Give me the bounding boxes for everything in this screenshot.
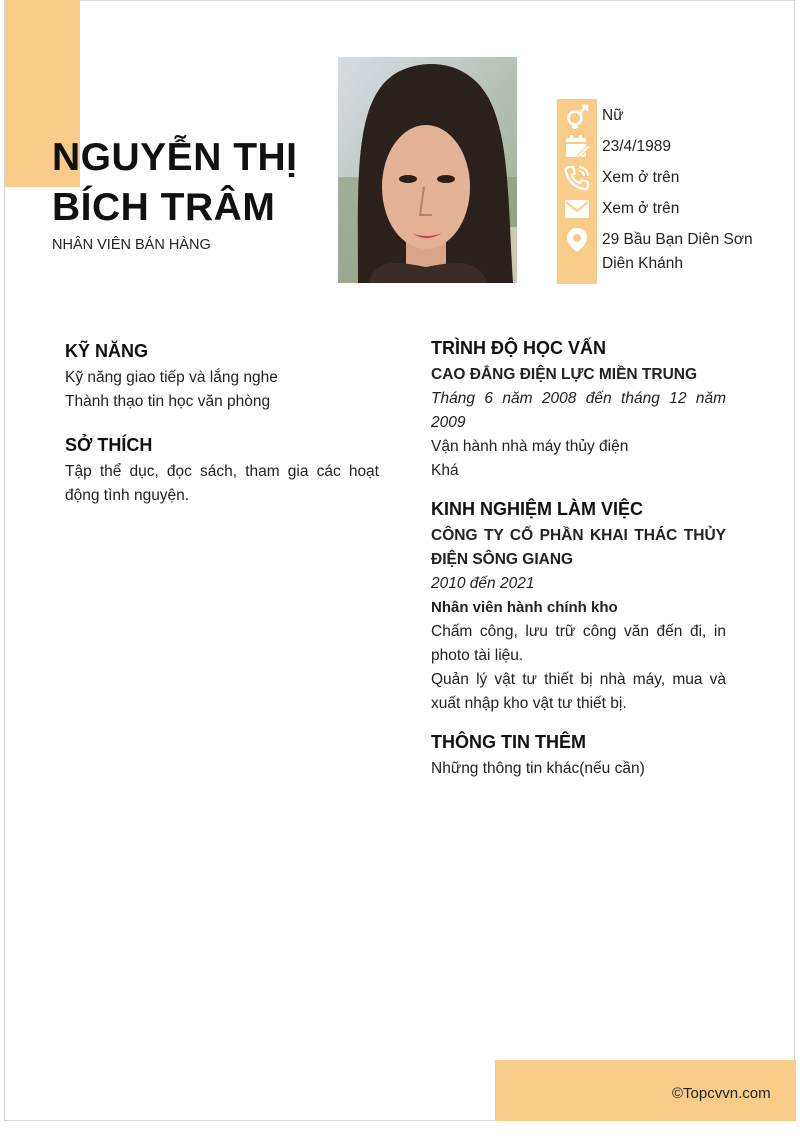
gender-icon <box>563 102 591 130</box>
experience-duty-1: Chấm công, lưu trữ công văn đến đi, in photo tài liệu. <box>431 623 726 664</box>
name-line-2: BÍCH TRÂM <box>52 186 276 229</box>
education-title: TRÌNH ĐỘ HỌC VẤN <box>431 338 606 358</box>
address-line-2: Diên Khánh <box>602 255 684 272</box>
address-line-1: 29 Bầu Bạn Diên Sơn <box>602 231 753 248</box>
hobbies-title: SỞ THÍCH <box>65 435 153 455</box>
contact-email: Xem ở trên <box>602 200 680 217</box>
extra-info-text: Những thông tin khác(nếu cần) <box>431 760 645 777</box>
experience-title: KINH NGHIỆM LÀM VIỆC <box>431 499 644 519</box>
calendar-icon <box>563 133 591 161</box>
contact-birthday: 23/4/1989 <box>602 138 671 155</box>
contact-address <box>602 228 782 276</box>
profile-photo <box>338 57 517 283</box>
education-grade: Khá <box>431 462 459 479</box>
hobbies-text: Tập thể dục, đọc sách, tham gia các hoạt động tình nguyện. <box>65 463 379 504</box>
name-line-1: NGUYỄN THỊ <box>52 136 298 179</box>
education-major: Vận hành nhà máy thủy điện <box>431 438 629 455</box>
skills-list <box>65 366 380 414</box>
copyright-text: ©Topcvvn.com <box>672 1085 771 1102</box>
experience-company: CÔNG TY CỔ PHẦN KHAI THÁC THỦY ĐIỆN SÔNG GIANG <box>431 527 726 568</box>
candidate-name <box>52 133 352 233</box>
education-period: Tháng 6 năm 2008 đến tháng 12 năm 2009 <box>431 390 726 431</box>
contact-phone: Xem ở trên <box>602 169 680 186</box>
contact-gender: Nữ <box>602 107 624 124</box>
skill-item: Thành thạo tin học văn phòng <box>65 393 271 410</box>
experience-position: Nhân viên hành chính kho <box>431 599 618 616</box>
skills-title: KỸ NĂNG <box>65 341 149 361</box>
skill-item: Kỹ năng giao tiếp và lắng nghe <box>65 369 278 386</box>
mail-icon <box>563 195 591 223</box>
phone-icon <box>563 164 591 192</box>
job-title: NHÂN VIÊN BÁN HÀNG <box>52 237 211 253</box>
experience-duty-2: Quản lý vật tư thiết bị nhà máy, mua và xuất nhập kho vật tư thiết bị. <box>431 671 726 712</box>
location-icon <box>563 226 591 254</box>
education-school: CAO ĐẲNG ĐIỆN LỰC MIỀN TRUNG <box>431 366 698 383</box>
experience-period: 2010 đến 2021 <box>431 575 535 592</box>
extra-info-title: THÔNG TIN THÊM <box>431 732 586 752</box>
